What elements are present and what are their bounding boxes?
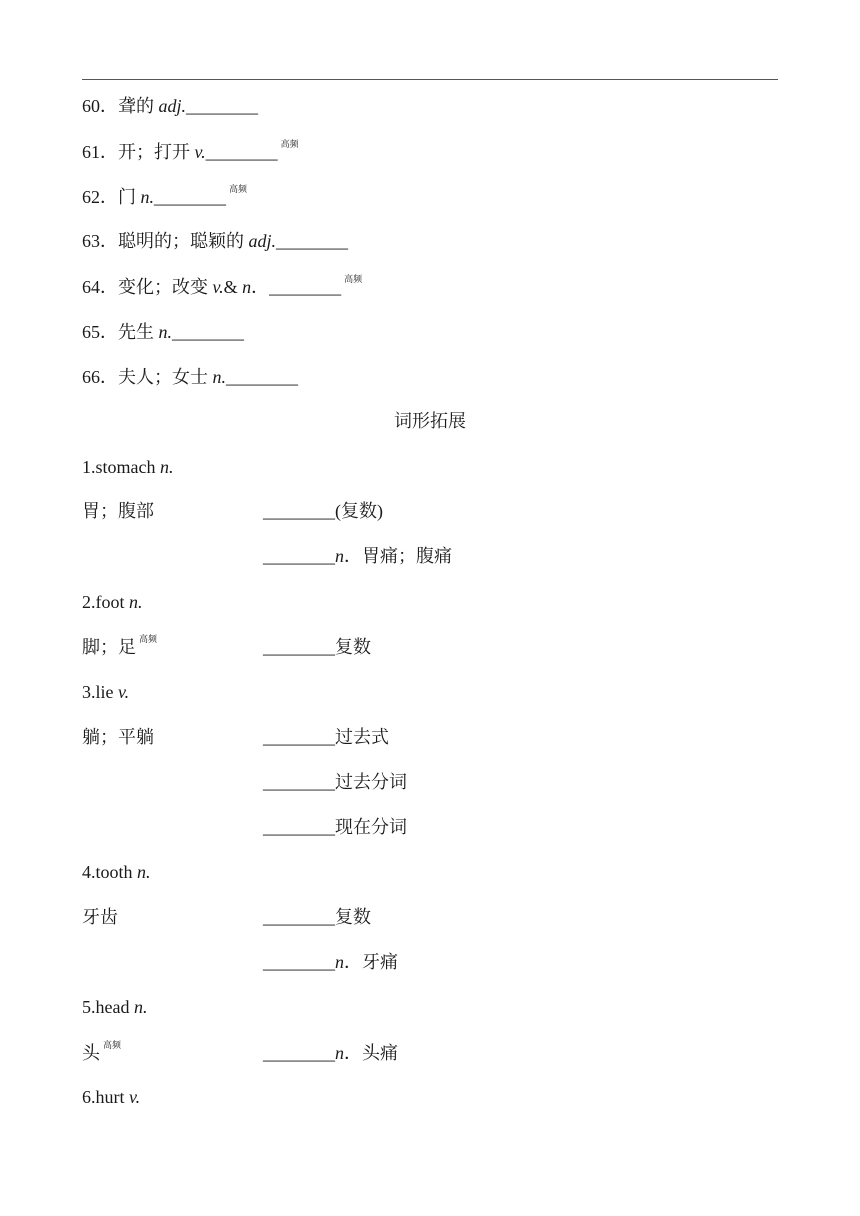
word-heading-head <box>82 996 147 1018</box>
answer-blank[interactable]: ________ <box>263 952 335 972</box>
item-pos: v. <box>194 142 206 162</box>
meaning-text: 脚；足 <box>82 637 136 657</box>
word-meaning-tooth: 牙齿 <box>82 907 118 927</box>
answer-blank[interactable]: ________ <box>263 637 335 657</box>
form-pos: n <box>335 1043 344 1063</box>
answer-blank[interactable]: ________ <box>263 907 335 927</box>
form-pos: n <box>335 546 344 566</box>
word-meaning-foot <box>82 636 157 661</box>
form-row <box>263 726 389 748</box>
high-frequency-tag: 高频 <box>280 139 299 149</box>
word-head: 4.tooth <box>82 862 138 882</box>
answer-blank[interactable]: ________ <box>263 546 335 566</box>
item-pos-2: n <box>242 277 252 297</box>
form-row <box>263 545 452 567</box>
answer-blank[interactable]: ________ <box>269 277 342 297</box>
word-pos: v. <box>129 1087 141 1107</box>
item-pos: adj. <box>248 231 277 251</box>
form-row <box>263 500 383 522</box>
answer-blank[interactable]: ________ <box>276 231 349 251</box>
high-frequency-tag: 高频 <box>139 634 158 644</box>
form-label: ．头痛 <box>344 1043 398 1063</box>
item-meaning: 夫人；女士 <box>118 367 213 387</box>
item-number: 64． <box>82 277 118 297</box>
answer-blank[interactable]: ________ <box>263 772 335 792</box>
word-heading-foot <box>82 591 143 613</box>
high-frequency-tag: 高频 <box>344 274 363 284</box>
item-meaning: 变化；改变 <box>118 277 213 297</box>
vocab-item-61 <box>82 141 299 166</box>
form-label: (复数) <box>335 501 383 521</box>
item-pos: n. <box>140 187 154 207</box>
word-meaning-head <box>82 1042 121 1067</box>
item-number: 65． <box>82 322 118 342</box>
word-pos: v. <box>118 682 130 702</box>
meaning-text: 头 <box>82 1043 100 1063</box>
form-label: 复数 <box>335 907 371 927</box>
item-meaning: 门 <box>118 187 141 207</box>
vocab-item-64 <box>82 276 362 301</box>
item-number: 66． <box>82 367 118 387</box>
form-label: 过去式 <box>335 727 389 747</box>
item-pos: adj. <box>158 96 187 116</box>
form-row <box>263 951 398 973</box>
high-frequency-tag: 高频 <box>229 184 248 194</box>
answer-blank[interactable]: ________ <box>263 817 335 837</box>
word-pos: n. <box>129 592 143 612</box>
item-separator: ． <box>251 277 270 297</box>
vocab-item-60 <box>82 95 258 117</box>
answer-blank[interactable]: ________ <box>263 1043 335 1063</box>
form-label: 过去分词 <box>335 772 407 792</box>
item-number: 61． <box>82 142 118 162</box>
vocab-item-62 <box>82 186 247 211</box>
form-pos: n <box>335 952 344 972</box>
word-heading-hurt <box>82 1086 140 1108</box>
item-number: 63． <box>82 231 118 251</box>
header-rule <box>82 79 778 80</box>
item-meaning: 聪明的；聪颖的 <box>118 231 249 251</box>
item-meaning: 开；打开 <box>118 142 195 162</box>
form-label: ．牙痛 <box>344 952 398 972</box>
word-pos: n. <box>133 997 148 1017</box>
word-meaning-stomach: 胃；腹部 <box>82 501 154 521</box>
answer-blank[interactable]: ________ <box>205 142 278 162</box>
item-number: 60． <box>82 96 118 116</box>
word-pos: n. <box>160 457 174 477</box>
word-head: 2.foot <box>82 592 129 612</box>
word-head: 1.stomach <box>82 457 160 477</box>
word-head: 5.head <box>82 997 134 1017</box>
form-row <box>263 771 407 793</box>
word-head: 6.hurt <box>82 1087 129 1107</box>
form-row <box>263 636 371 658</box>
answer-blank[interactable]: ________ <box>172 322 244 342</box>
form-label: ．胃痛；腹痛 <box>344 546 452 566</box>
word-pos: n. <box>137 862 151 882</box>
word-heading-lie <box>82 681 129 703</box>
vocab-item-63 <box>82 230 348 252</box>
answer-blank[interactable]: ________ <box>186 96 259 116</box>
word-heading-stomach <box>82 456 174 478</box>
word-heading-tooth <box>82 861 151 883</box>
item-pos: n. <box>158 322 172 342</box>
form-label: 复数 <box>335 637 371 657</box>
high-frequency-tag: 高频 <box>103 1040 122 1050</box>
vocab-item-65 <box>82 321 244 343</box>
word-head: 3.lie <box>82 682 118 702</box>
word-meaning-lie: 躺；平躺 <box>82 727 154 747</box>
answer-blank[interactable]: ________ <box>263 727 335 747</box>
form-label: 现在分词 <box>335 817 407 837</box>
answer-blank[interactable]: ________ <box>263 501 335 521</box>
answer-blank[interactable]: ________ <box>226 367 298 387</box>
vocab-item-66 <box>82 366 298 388</box>
item-pos: v. <box>212 277 224 297</box>
form-row <box>263 906 371 928</box>
item-meaning: 先生 <box>118 322 159 342</box>
item-meaning: 聋的 <box>118 96 159 116</box>
form-row <box>263 816 407 838</box>
item-pos: n. <box>212 367 226 387</box>
answer-blank[interactable]: ________ <box>154 187 226 207</box>
form-row <box>263 1042 398 1064</box>
section-title: 词形拓展 <box>394 411 466 431</box>
item-conjunction: & <box>223 277 243 297</box>
item-number: 62． <box>82 187 118 207</box>
